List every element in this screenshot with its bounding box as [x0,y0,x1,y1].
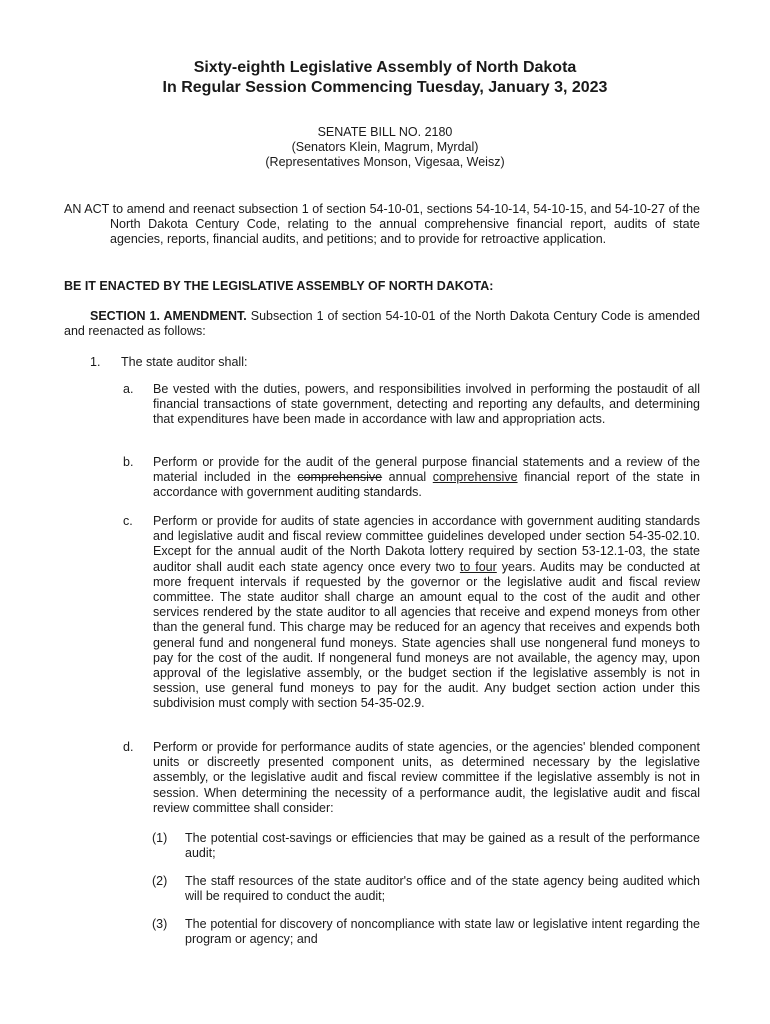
bill-number: SENATE BILL NO. 2180 [317,125,453,139]
consideration-2-text: The staff resources of the state auditor's office and of the state agency being audited which will be required to conduct the audit; [185,874,700,904]
section-1-heading: SECTION 1. AMENDMENT. [90,309,247,323]
subdivision-b-text-before: Perform or provide for the audit of the general purpose financial statements and a review of the material included in the [153,455,700,485]
senators-sponsors: (Senators Klein, Magrum, Myrdal) [291,140,479,154]
inserted-text: to four [459,559,497,574]
subdivision-c-label: c. [123,514,133,528]
subdivision-a-label: a. [123,382,134,396]
enacting-clause: BE IT ENACTED BY THE LEGISLATIVE ASSEMBLY OF NORTH DAKOTA: [64,279,494,293]
struck-text: comprehensive [297,470,383,485]
subdivision-a-text: Be vested with the duties, powers, and responsibilities involved in performing the postaudit of all financial transactions of state government, detecting and reporting any defaults, and determining that expenditures have been made in accordance with law and appropriation acts. [153,382,700,427]
title-line-2: In Regular Session Commencing Tuesday, January 3, 2023 [162,79,608,96]
consideration-1-text: The potential cost-savings or efficiencies that may be gained as a result of the performance audit; [185,831,700,861]
subdivision-b-text [153,455,700,501]
subdivision-c-text-before: Perform or provide for audits of state agencies in accordance with government auditing standards and legislative audit and fiscal review committee guidelines developed under section 54-35-02.10. Except for the annual audit of the North Dakota lottery required by section 53-12.1-03, the state auditor shall audit each state agency once every two [153,514,700,574]
subdivision-c-text-after: years. Audits may be conducted at more frequent intervals if requested by the governor or the legislative audit and fiscal review committee. The state auditor shall charge an amount equal to the cost of the audit and other services rendered by the state auditor to all agencies that receive and expend moneys from other than the general fund. This charge may be reduced for an agency that receives and expends both general fund and nongeneral fund moneys. State agencies shall use nongeneral fund moneys to pay for the cost of the audit. If nongeneral fund moneys are not available, the agency may, upon approval of the legislative assembly, or the budget section if the legislative assembly is not in session, use general fund moneys to pay for the audit. Any budget section action under this subdivision must comply with section 54-35-02.9. [153,559,701,711]
act-title-text: AN ACT to amend and reenact subsection 1 of section 54-10-01, sections 54-10-14, 54-10-15, and 54-10-27 of the North Dakota Century Code, relating to the annual comprehensive financial report, audits of state agencies, reports, financial audits, and petitions; and to provide for retroactive application. [64,202,700,247]
representatives-sponsors: (Representatives Monson, Vigesaa, Weisz) [265,155,505,169]
subdivision-b-label: b. [123,455,134,469]
consideration-3-label: (3) [152,917,168,931]
subdivision-b-text-after: financial report of the state in accordance with government auditing standards. [153,470,700,500]
consideration-2-label: (2) [152,874,168,888]
subdivision-d-text: Perform or provide for performance audits of state agencies, or the agencies' blended component units or discreetly presented component units, as determined necessary by the legislative assembly, or the legislative audit and fiscal review committee if the legislative assembly is not in session. When determining the necessity of a performance audit, the legislative audit and fiscal review committee shall consider: [153,740,700,815]
subdivision-c-text [153,514,700,712]
subdivision-b-text-middle: annual [382,470,433,485]
item-1-text: The state auditor shall: [121,355,248,369]
section-1-text: Subsection 1 of section 54-10-01 of the North Dakota Century Code is amended and reenacted as follows: [64,309,700,339]
consideration-1-label: (1) [152,831,168,845]
section-1-intro [64,309,700,339]
inserted-text: comprehensive [432,470,518,485]
subdivision-d-label: d. [123,740,134,754]
act-title [64,202,700,248]
consideration-3-text: The potential for discovery of noncompliance with state law or legislative intent regarding the program or agency; and [185,917,700,947]
item-1-number: 1. [90,355,101,369]
title-line-1: Sixty-eighth Legislative Assembly of North Dakota [193,59,577,76]
